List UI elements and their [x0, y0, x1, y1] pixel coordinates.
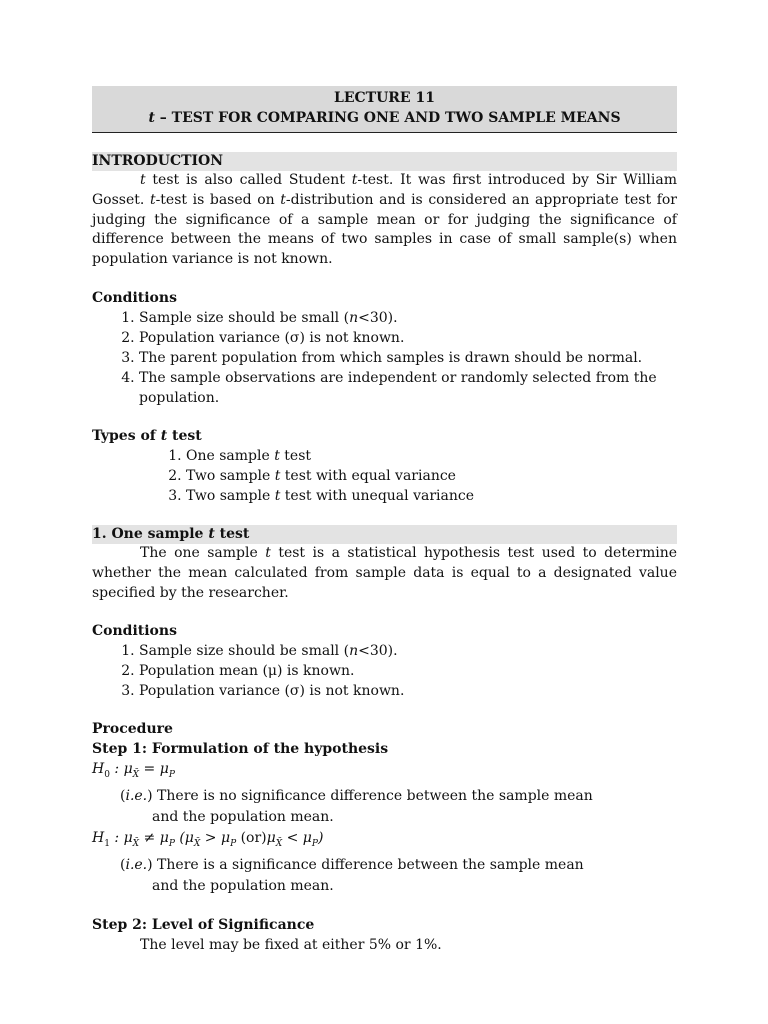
lecture-title-box [92, 86, 677, 133]
list-item: 4. The sample observations are independent or randomly selected from the population. [139, 368, 677, 408]
one-sample-paragraph: The one sample t test is a statistical hypothesis test used to determine whether the mean calculated from sample data is equal to a designated value specified by the researcher. [92, 544, 677, 601]
step2-body: The level may be fixed at either 5% or 1%. [140, 936, 442, 953]
conditions-list-2 [92, 641, 677, 701]
document-page [92, 86, 677, 955]
list-item: 3. Population variance (σ) is not known. [139, 681, 677, 701]
lecture-number: LECTURE 11 [334, 90, 435, 106]
null-hypothesis-explanation-cont: and the population mean. [152, 809, 334, 826]
introduction-heading: INTRODUCTION [92, 152, 677, 171]
lecture-title: t – TEST FOR COMPARING ONE AND TWO SAMPLE MEANS [148, 110, 621, 126]
conditions-heading-2: Conditions [92, 623, 177, 640]
null-hypothesis-explanation: (i.e.) There is no significance difference between the sample mean [120, 788, 593, 805]
list-item: 1. One sample t test [186, 446, 677, 466]
conditions-heading: Conditions [92, 289, 177, 306]
alt-hypothesis-equation: $H_1$ : $\mu_{X̄} \ne \mu_P$ ($\mu_{X̄} > \mu_P$ $(or)\mu_{X̄} < \mu_P$) [92, 830, 324, 849]
list-item: 2. Population mean (μ) is known. [139, 661, 677, 681]
one-sample-heading: 1. One sample t test [92, 525, 677, 544]
alt-hypothesis-explanation: (i.e.) There is a significance difference between the sample mean [120, 856, 584, 873]
list-item: 3. The parent population from which samples is drawn should be normal. [139, 348, 677, 368]
null-hypothesis-equation: $H_0$ : $\mu_{X̄} = \mu_P$ [92, 761, 175, 781]
types-list [92, 446, 677, 506]
list-item: 1. Sample size should be small (n<30). [139, 308, 677, 328]
list-item: 1. Sample size should be small (n<30). [139, 641, 677, 661]
introduction-paragraph: t test is also called Student t-test. It was first introduced by Sir William Gosset. t-test is based on t-distribution and is considered an appropriate test for judging the significance of a sample mean or for judging the significance of difference between the means of two samples in case of small sample(s) when population variance is not known. [92, 172, 677, 268]
step2-heading: Step 2: Level of Significance [92, 916, 315, 933]
list-item: 2. Two sample t test with equal variance [186, 466, 677, 486]
list-item: 3. Two sample t test with unequal variance [186, 486, 677, 506]
alt-hypothesis-explanation-cont: and the population mean. [152, 877, 334, 894]
step1-heading: Step 1: Formulation of the hypothesis [92, 741, 389, 758]
conditions-list [92, 308, 677, 408]
types-heading: Types of t test [92, 427, 202, 444]
list-item: 2. Population variance (σ) is not known. [139, 328, 677, 348]
procedure-heading: Procedure [92, 721, 173, 738]
